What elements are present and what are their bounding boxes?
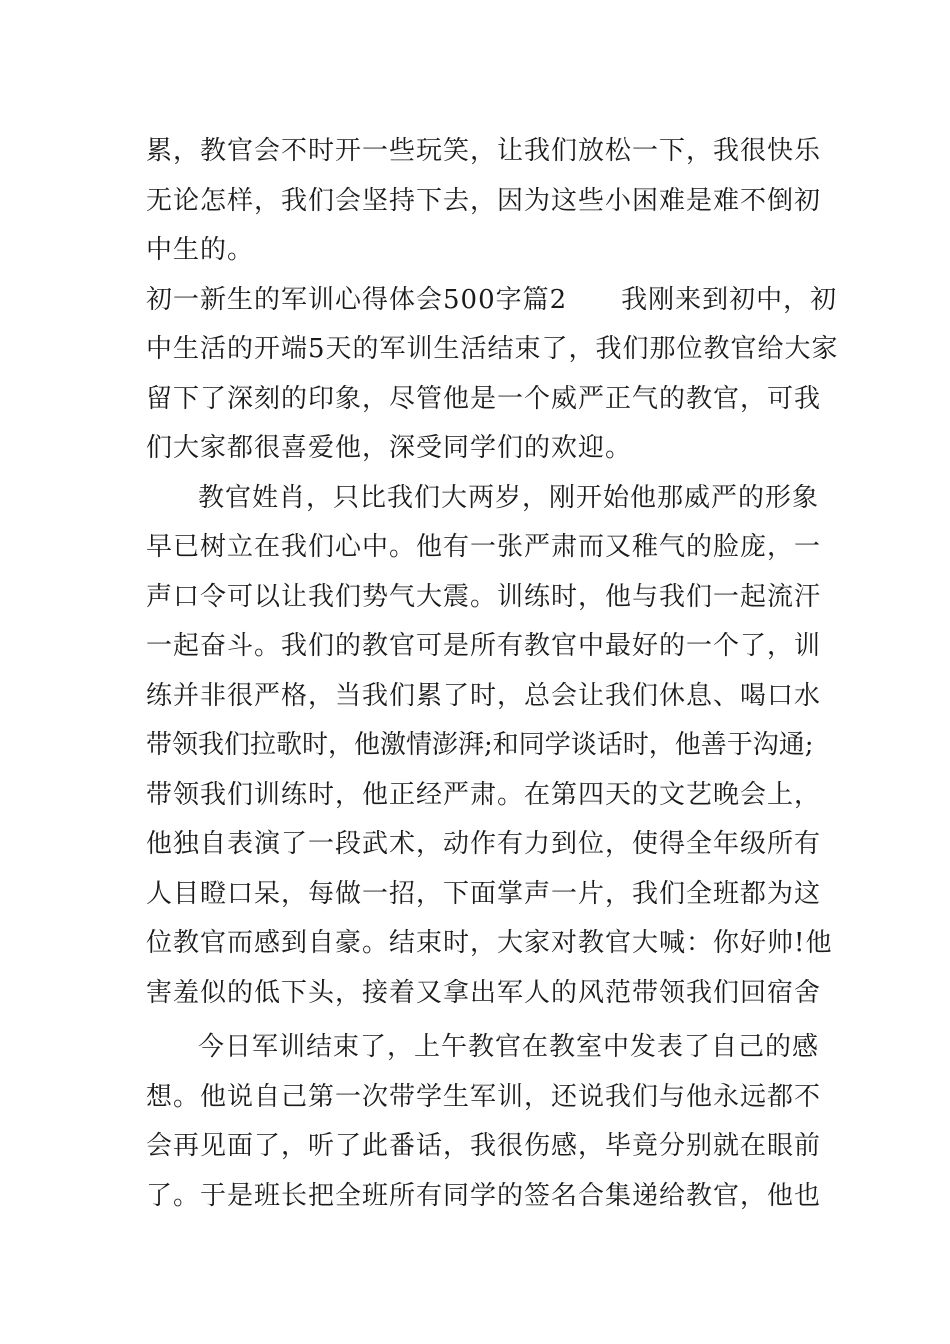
- text-line: 早已树立在我们心中。他有一张严肃而又稚气的脸庞，一: [146, 532, 822, 562]
- text-line: 了。于是班长把全班所有同学的签名合集递给教官，他也: [146, 1181, 822, 1211]
- text-line: 声口令可以让我们势气大震。训练时，他与我们一起流汗: [146, 582, 822, 612]
- section-heading-line: 初一新生的军训心得体会500字篇2 我刚来到初中，初: [146, 285, 838, 315]
- text-line: 练并非很严格，当我们累了时，总会让我们休息、喝口水: [146, 681, 822, 711]
- text-line: 想。他说自己第一次带学生军训，还说我们与他永远都不: [146, 1082, 822, 1112]
- text-line: 无论怎样，我们会坚持下去，因为这些小困难是难不倒初: [146, 186, 822, 216]
- text-line: 中生的。: [146, 235, 255, 265]
- text-line: 位教官而感到自豪。结束时，大家对教官大喊：你好帅!他: [146, 928, 833, 958]
- text-line: 害羞似的低下头，接着又拿出军人的风范带领我们回宿舍: [146, 978, 822, 1008]
- text-line: 会再见面了，听了此番话，我很伤感，毕竟分别就在眼前: [146, 1131, 822, 1161]
- text-line: 他独自表演了一段武术，动作有力到位，使得全年级所有: [146, 829, 822, 859]
- text-line: 们大家都很喜爱他，深受同学们的欢迎。: [146, 433, 633, 463]
- text-line: 人目瞪口呆，每做一招，下面掌声一片，我们全班都为这: [146, 879, 822, 909]
- text-line: 累，教官会不时开一些玩笑，让我们放松一下，我很快乐: [146, 136, 822, 166]
- text-line: 留下了深刻的印象，尽管他是一个威严正气的教官，可我: [146, 384, 822, 414]
- text-line: 中生活的开端5天的军训生活结束了，我们那位教官给大家: [146, 334, 839, 364]
- paragraph-start-line: 教官姓肖，只比我们大两岁，刚开始他那威严的形象: [198, 483, 820, 513]
- paragraph-start-line: 今日军训结束了，上午教官在教室中发表了自己的感: [198, 1032, 820, 1062]
- text-line: 带领我们拉歌时，他激情澎湃;和同学谈话时，他善于沟通;: [146, 730, 814, 760]
- text-line: 带领我们训练时，他正经严肃。在第四天的文艺晚会上，: [146, 780, 822, 810]
- text-line: 一起奋斗。我们的教官可是所有教官中最好的一个了，训: [146, 631, 822, 661]
